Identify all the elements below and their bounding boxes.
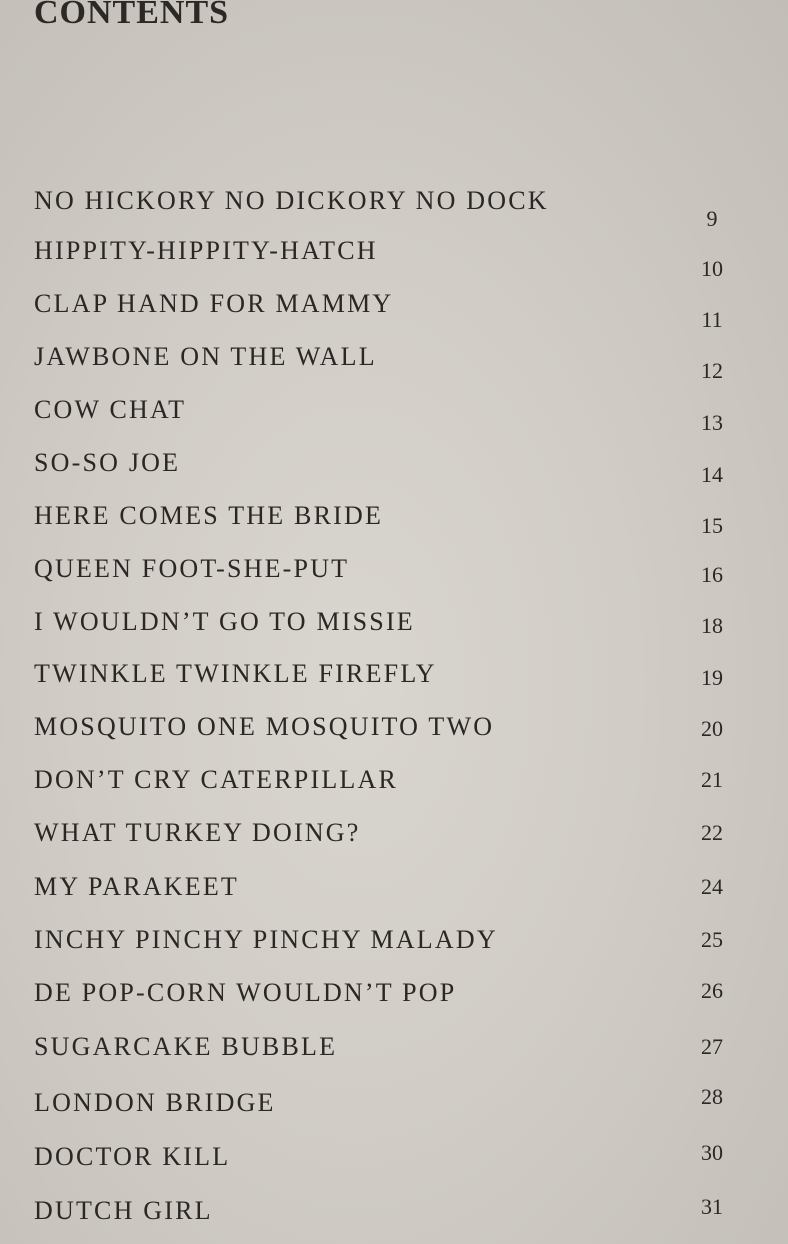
- toc-entry-title: WHAT TURKEY DOING?: [34, 818, 361, 847]
- toc-entry-title: DON’T CRY CATERPILLAR: [34, 765, 399, 794]
- toc-entry-title: JAWBONE ON THE WALL: [34, 342, 377, 371]
- toc-entry-page: 9: [706, 206, 718, 231]
- toc-entry: [34, 1032, 734, 1072]
- toc-entry-page: 11: [701, 307, 723, 332]
- toc-entry-title: TWINKLE TWINKLE FIREFLY: [34, 659, 437, 688]
- toc-entry-page: 27: [701, 1034, 723, 1059]
- toc-entry-page: 14: [701, 462, 723, 487]
- toc-entry-page: 30: [701, 1140, 723, 1165]
- toc-entry: [34, 925, 734, 965]
- toc-entry: [34, 186, 734, 231]
- toc-entry: [34, 765, 734, 805]
- toc-entry-title: INCHY PINCHY PINCHY MALADY: [34, 925, 498, 954]
- toc-entry-page: 22: [701, 820, 723, 845]
- toc-entry-page: 25: [701, 927, 723, 952]
- toc-entry: [34, 818, 734, 858]
- toc-entry-title: DUTCH GIRL: [34, 1196, 213, 1225]
- toc-entry-title: MOSQUITO ONE MOSQUITO TWO: [34, 712, 495, 741]
- toc-entry-title: QUEEN FOOT-SHE-PUT: [34, 554, 350, 583]
- toc-entry: [34, 978, 734, 1018]
- toc-entry-title: NO HICKORY NO DICKORY NO DOCK: [34, 186, 549, 215]
- toc-entry-title: I WOULDN’T GO TO MISSIE: [34, 607, 415, 636]
- toc-entry-title: DOCTOR KILL: [34, 1142, 231, 1171]
- toc-entry-title: HIPPITY-HIPPITY-HATCH: [34, 236, 378, 265]
- toc-entry-page: 12: [701, 358, 723, 383]
- toc-entry-page: 10: [701, 256, 723, 281]
- toc-entry-page: 18: [701, 613, 723, 638]
- toc-entry: [34, 289, 734, 332]
- toc-entry-page: 20: [701, 716, 723, 741]
- toc-entry-title: MY PARAKEET: [34, 872, 240, 901]
- toc-entry-page: 13: [701, 410, 723, 435]
- toc-entry: [34, 395, 734, 435]
- toc-entry: [34, 448, 734, 488]
- toc-entry-title: CLAP HAND FOR MAMMY: [34, 289, 394, 318]
- toc-entry-page: 28: [701, 1084, 723, 1109]
- toc-entry: [34, 659, 734, 699]
- toc-entry: [34, 712, 734, 752]
- toc-entry: [34, 1142, 734, 1182]
- toc-entry-page: 21: [701, 767, 723, 792]
- toc-entry-title: COW CHAT: [34, 395, 187, 424]
- toc-entry-title: HERE COMES THE BRIDE: [34, 501, 384, 530]
- toc-entry: [34, 342, 734, 382]
- toc-entry-page: 16: [701, 562, 723, 587]
- toc-entry-page: 24: [701, 874, 723, 899]
- toc-entry-title: DE POP-CORN WOULDN’T POP: [34, 978, 457, 1007]
- toc-entry: [34, 872, 734, 912]
- toc-entry: [34, 607, 734, 647]
- toc-entry: [34, 501, 734, 541]
- toc-entry: [34, 554, 734, 594]
- toc-entry-title: SO-SO JOE: [34, 448, 181, 477]
- toc-entry: [34, 1196, 734, 1236]
- toc-entry-page: 26: [701, 978, 723, 1003]
- toc-entry-title: LONDON BRIDGE: [34, 1088, 276, 1117]
- toc-entry-page: 15: [701, 513, 723, 538]
- toc-entry: [34, 1084, 734, 1128]
- toc-entry-page: 31: [701, 1194, 723, 1219]
- toc-entry-title: SUGARCAKE BUBBLE: [34, 1032, 338, 1061]
- page-title: CONTENTS: [34, 0, 230, 31]
- toc-entry-page: 19: [701, 665, 723, 690]
- toc-entry: [34, 236, 734, 281]
